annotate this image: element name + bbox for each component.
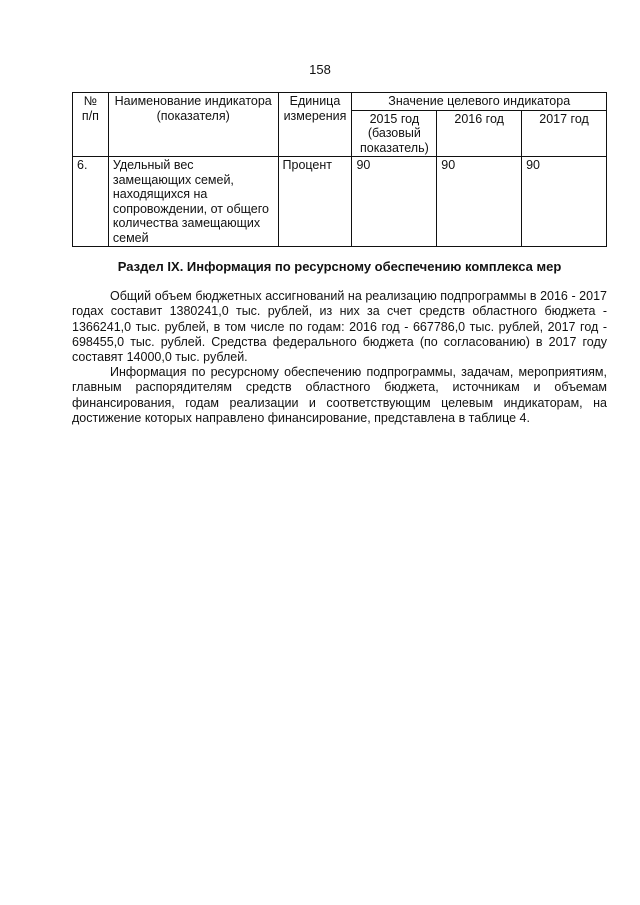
- header-num: № п/п: [73, 93, 109, 157]
- header-year-2015: 2015 год (базовый показатель): [352, 110, 437, 157]
- table-header-row: [73, 93, 607, 111]
- cell-unit: Процент: [278, 157, 352, 247]
- paragraph-text: Общий объем бюджетных ассигнований на реализацию подпрограммы в 2016 - 2017 годах составит 1380241,0 тыс. рублей, из них за счет средств областного бюджета - 1366241,0 тыс. рублей, в том числе по годам: 2016 год - 667786,0 тыс. рублей, 2017 год - 698455,0 тыс. рублей. Средства федерального бюджета (по согласованию) в 2017 году составят 14000,0 тыс. рублей.: [72, 289, 607, 365]
- cell-value-2015: 90: [352, 157, 437, 247]
- paragraph-resources: [72, 365, 607, 426]
- header-unit: Единица измерения: [278, 93, 352, 157]
- indicator-table: [72, 92, 607, 247]
- header-target-value: Значение целевого индикатора: [352, 93, 607, 111]
- cell-num: 6.: [73, 157, 109, 247]
- header-name: Наименование индикатора (показателя): [108, 93, 278, 157]
- header-year-2017: 2017 год: [522, 110, 607, 157]
- paragraph-text: Информация по ресурсному обеспечению подпрограммы, задачам, мероприятиям, главным распорядителям средств областного бюджета, источникам и объемам финансирования, годам реализации и соответствующим целевым индикаторам, на достижение которых направлено финансирование, представлена в таблице 4.: [72, 365, 607, 425]
- cell-value-2016: 90: [437, 157, 522, 247]
- cell-name: Удельный вес замещающих семей, находящихся на сопровождении, от общего количества замещающих семей: [108, 157, 278, 247]
- page-number: 158: [309, 62, 331, 77]
- cell-value-2017: 90: [522, 157, 607, 247]
- paragraph-budget: [72, 289, 607, 365]
- table-row: [73, 157, 607, 247]
- header-year-2016: 2016 год: [437, 110, 522, 157]
- section-title: Раздел IX. Информация по ресурсному обеспечению комплекса мер: [117, 259, 562, 274]
